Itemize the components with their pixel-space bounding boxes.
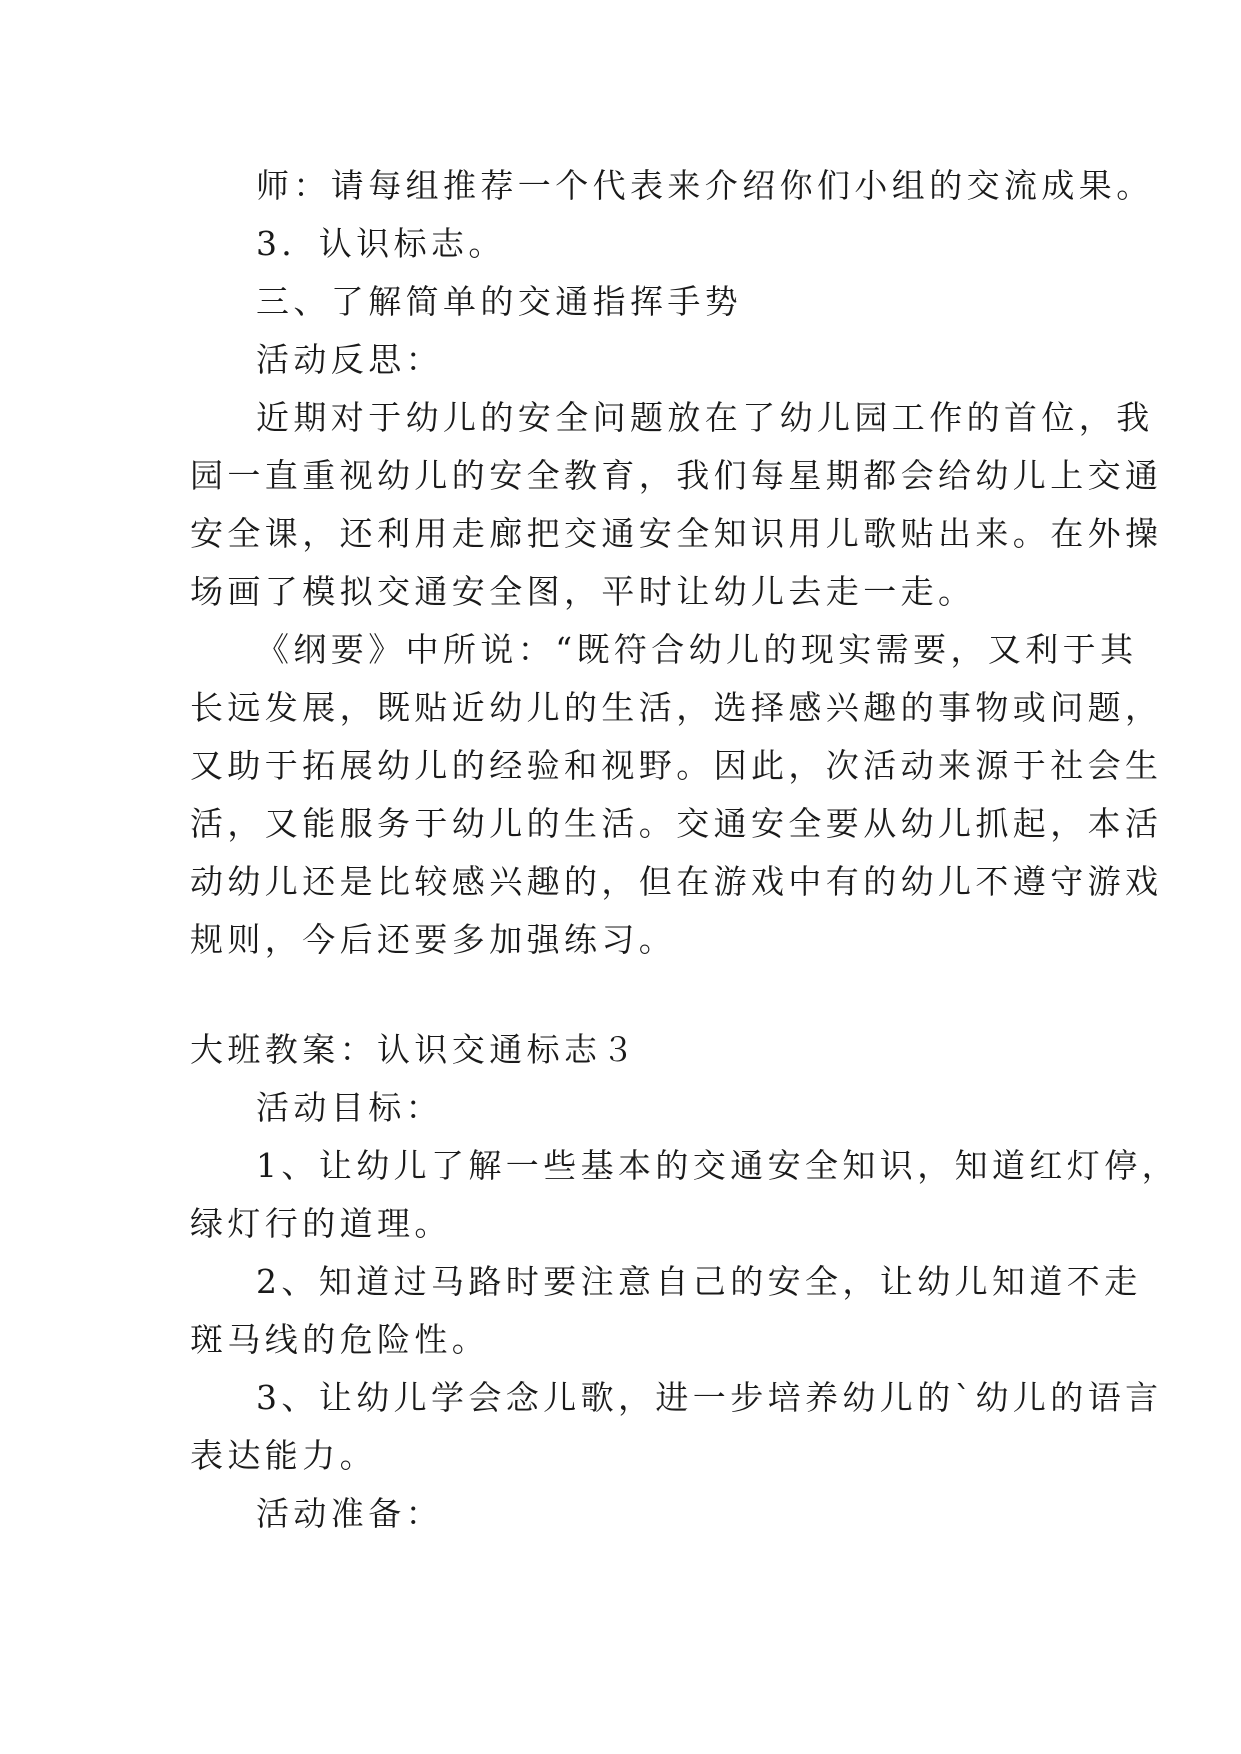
objective-1-line-1: 1、让幼儿了解一些基本的交通安全知识，知道红灯停， bbox=[256, 1146, 1179, 1185]
reflection-paragraph-1-line-3: 安全课，还利用走廊把交通安全知识用儿歌贴出来。在外操 bbox=[190, 514, 1163, 553]
section-three-heading: 三、了解简单的交通指挥手势 bbox=[256, 282, 743, 321]
objectives-heading: 活动目标： bbox=[256, 1088, 443, 1127]
objective-2-line-1: 2、知道过马路时要注意自己的安全，让幼儿知道不走 bbox=[256, 1262, 1142, 1301]
step-3-heading: 3．认识标志。 bbox=[256, 224, 506, 263]
objective-3-line-1: 3、让幼儿学会念儿歌，进一步培养幼儿的`幼儿的语言 bbox=[256, 1378, 1163, 1417]
reflection-paragraph-2-line-3: 又助于拓展幼儿的经验和视野。因此，次活动来源于社会生 bbox=[190, 746, 1163, 785]
reflection-paragraph-2-line-1: 《纲要》中所说：“既符合幼儿的现实需要，又利于其 bbox=[256, 630, 1138, 669]
reflection-heading: 活动反思： bbox=[256, 340, 443, 379]
teacher-instruction-line: 师：请每组推荐一个代表来介绍你们小组的交流成果。 bbox=[256, 166, 1154, 205]
objective-3-line-2: 表达能力。 bbox=[190, 1436, 377, 1475]
objective-2-line-2: 斑马线的危险性。 bbox=[190, 1320, 490, 1359]
reflection-paragraph-1-line-2: 园一直重视幼儿的安全教育，我们每星期都会给幼儿上交通 bbox=[190, 456, 1163, 495]
reflection-paragraph-2-line-2: 长远发展，既贴近幼儿的生活，选择感兴趣的事物或问题， bbox=[190, 688, 1163, 727]
reflection-paragraph-1-line-4: 场画了模拟交通安全图，平时让幼儿去走一走。 bbox=[190, 572, 976, 611]
preparation-heading: 活动准备： bbox=[256, 1494, 443, 1533]
reflection-paragraph-2-line-4: 活，又能服务于幼儿的生活。交通安全要从幼儿抓起，本活 bbox=[190, 804, 1163, 843]
lesson-plan-title: 大班教案：认识交通标志３ bbox=[190, 1030, 639, 1069]
reflection-paragraph-2-line-5: 动幼儿还是比较感兴趣的，但在游戏中有的幼儿不遵守游戏 bbox=[190, 862, 1163, 901]
objective-1-line-2: 绿灯行的道理。 bbox=[190, 1204, 452, 1243]
reflection-paragraph-2-line-6: 规则，今后还要多加强练习。 bbox=[190, 920, 677, 959]
reflection-paragraph-1-line-1: 近期对于幼儿的安全问题放在了幼儿园工作的首位，我 bbox=[256, 398, 1154, 437]
